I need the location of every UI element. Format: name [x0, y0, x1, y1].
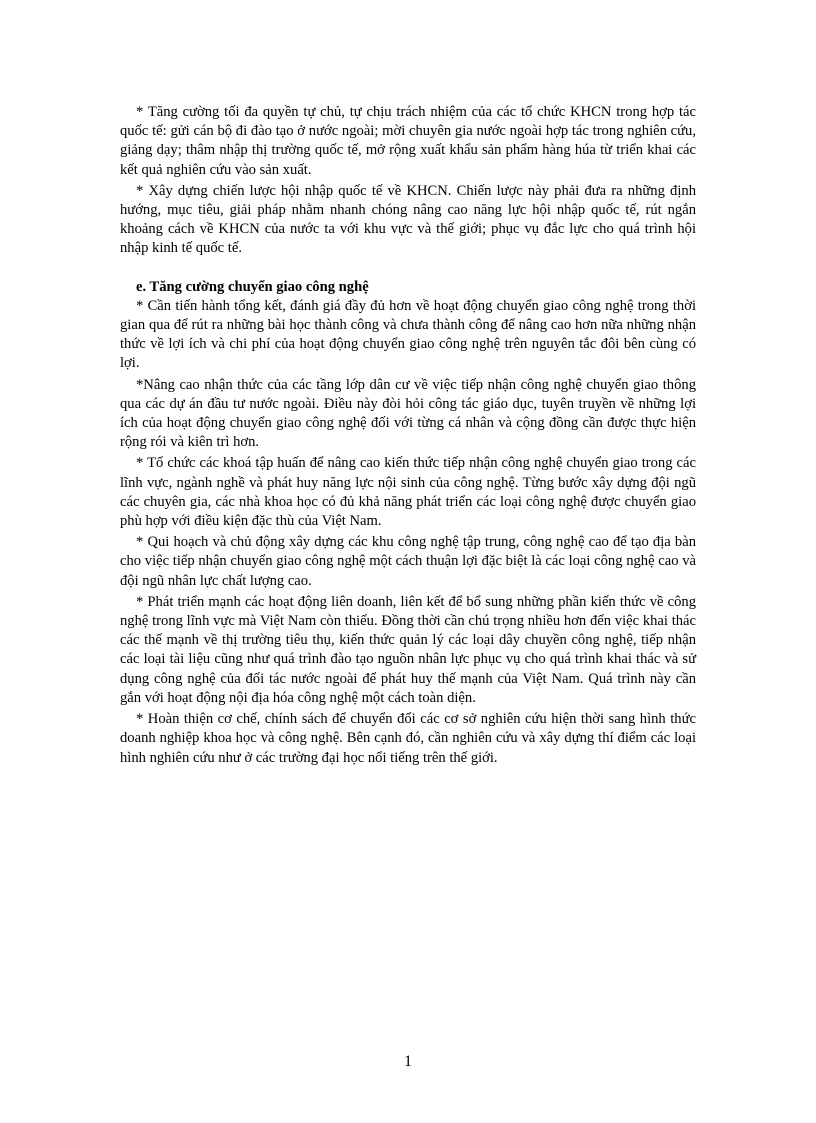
paragraph-international-autonomy: * Tăng cường tối đa quyền tự chủ, tự chịu trách nhiệm của các tổ chức KHCN trong hợp tác quốc tế: gửi cán bộ đi đào tạo ở nước ngoài; mời chuyên gia nước ngoài hợp tác trong nghiên cứu, giảng dạy; thâm nhập thị trường quốc tế, mở rộng xuất khẩu sản phẩm hàng húa từ triển khai các kết quả nghiên cứu vào sản xuất. — [120, 104, 696, 178]
paragraph-policy-mechanism: * Hoàn thiện cơ chế, chính sách để chuyển đổi các cơ sở nghiên cứu hiện thời sang hình thức doanh nghiệp khoa học và công nghệ. Bên cạnh đó, cần nghiên cứu và xây dựng thí điểm các loại hình nghiên cứu như ở các trường đại học nổi tiếng trên thế giới. — [120, 711, 696, 766]
paragraph-raise-awareness: *Nâng cao nhận thức của các tầng lớp dân cư về việc tiếp nhận công nghệ chuyển giao thông qua các dự án đầu tư nước ngoài. Điều này đòi hỏi công tác giáo dục, tuyên truyền về những lợi ích của hoạt động chuyển giao công nghệ đối với từng cá nhân và cộng đồng cần được thực hiện rộng rói và kiên trì hơn. — [120, 376, 696, 451]
section-heading: e. Tăng cường chuyển giao công nghệ — [136, 278, 369, 295]
paragraph-training-courses: * Tổ chức các khoá tập huấn để nâng cao kiến thức tiếp nhận công nghệ chuyển giao trong các lĩnh vực, ngành nghề và phát huy năng lực nội sinh của công nghệ. Từng bước xây dựng đội ngũ các chuyên gia, các nhà khoa học có đủ khả năng phát triển các loại công nghệ được chuyển giao phù hợp với điều kiện đặc thù của Việt Nam. — [120, 455, 696, 530]
document-body — [120, 103, 696, 770]
paragraph-tech-zones: * Qui hoạch và chủ động xây dựng các khu công nghệ tập trung, công nghệ cao để tạo địa bàn cho việc tiếp nhận chuyển giao công nghệ một cách thuận lợi đặc biệt là các loại công nghệ cao và đội ngũ nhân lực chất lượng cao. — [120, 534, 696, 589]
paragraph-integration-strategy: * Xây dựng chiến lược hội nhập quốc tế về KHCN. Chiến lược này phải đưa ra những định hướng, mục tiêu, giải pháp nhằm nhanh chóng nâng cao năng lực hội nhập quốc tế, rút ngắn khoảng cách về KHCN của nước ta với khu vực và thế giới; phục vụ đắc lực cho quá trình hội nhập kinh tế quốc tế. — [120, 182, 696, 257]
paragraph-joint-ventures: * Phát triển mạnh các hoạt động liên doanh, liên kết để bổ sung những phần kiến thức về công nghệ trong lĩnh vực mà Việt Nam còn thiếu. Đồng thời cần chú trọng nhiều hơn đến việc khai thác các thế mạnh về thị trường tiêu thụ, kiến thức quản lý các loại dây chuyền công nghệ, tiếp nhận các loại tài liệu cũng như quá trình đào tạo nguồn nhân lực phục vụ cho quá trình khai thác và sử dụng công nghệ của đối tác nước ngoài để phát huy thế mạnh của Việt Nam. Quá trình này cần gắn với hoạt động nội địa hóa công nghệ một cách toàn diện. — [120, 593, 696, 706]
paragraph-review-transfer: * Cần tiến hành tổng kết, đánh giá đầy đủ hơn về hoạt động chuyển giao công nghệ trong thời gian qua để rút ra những bài học thành công và chưa thành công để nâng cao hơn nữa những nhận thức về lợi ích và chi phí của hoạt động chuyển giao công nghệ trên nguyên tắc đôi bên cùng có lợi. — [120, 297, 696, 372]
page-number: 1 — [404, 1053, 412, 1070]
